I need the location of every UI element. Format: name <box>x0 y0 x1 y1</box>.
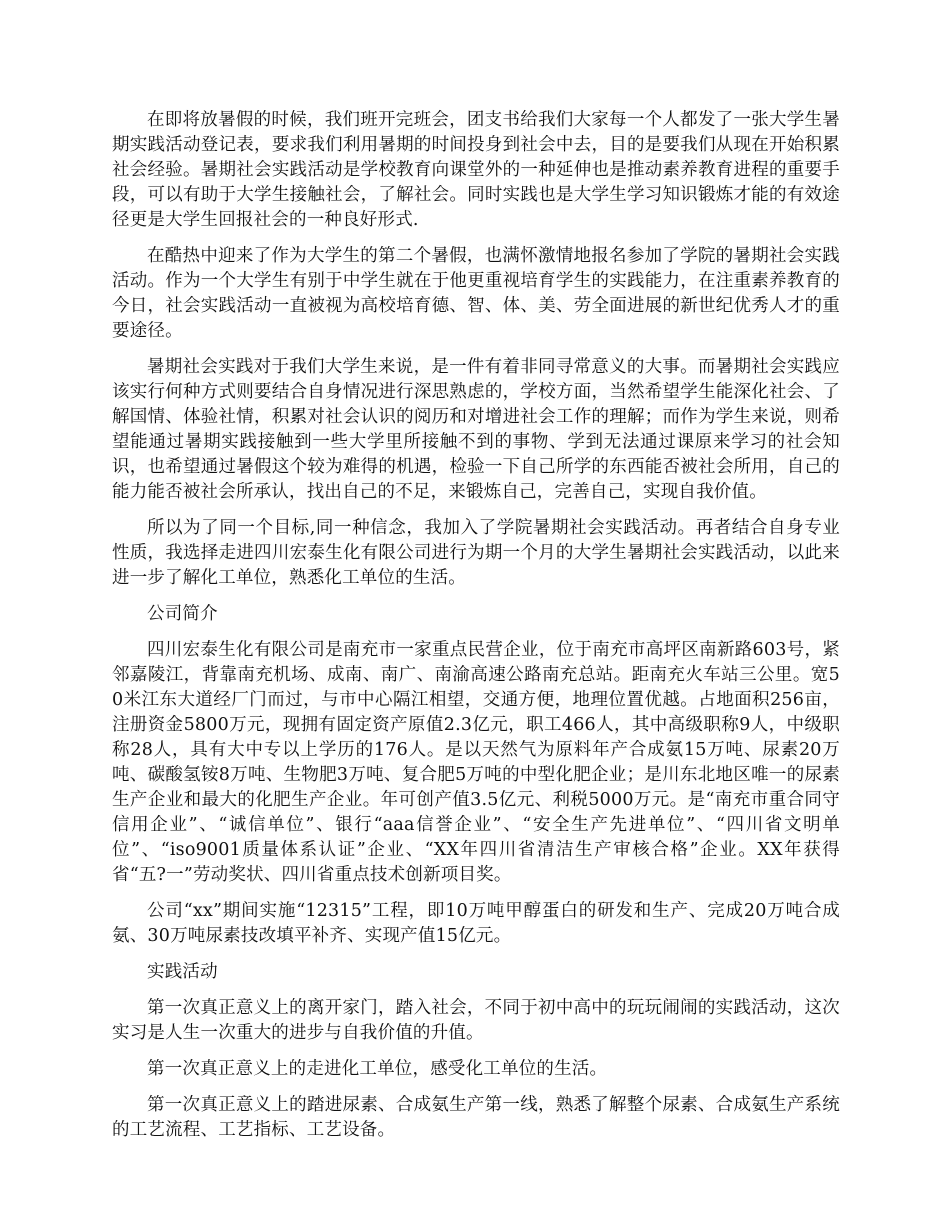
document-body <box>112 108 840 1154</box>
paragraph-practice-meaning: 暑期社会实践对于我们大学生来说，是一件有着非同寻常意义的大事。而暑期社会实践应该实行何种方式则要结合自身情况进行深思熟虑的，学校方面，当然希望学生能深化社会、了解国情、体验社情，积累对社会认识的阅历和对增进社会工作的理解；而作为学生来说，则希望能通过暑期实践接触到一些大学里所接触不到的事物、学到无法通过课原来学习的社会知识，也希望通过暑假这个较为难得的机遇，检验一下自己所学的东西能否被社会所用，自己的能力能否被社会所承认，找出自己的不足，来锻炼自己，完善自己，实现自我价值。 <box>112 357 840 502</box>
paragraph-second-summer: 在酷热中迎来了作为大学生的第二个暑假，也满怀激情地报名参加了学院的暑期社会实践活动。作为一个大学生有别于中学生就在于他更重视培育学生的实践能力，在注重素养教育的今日，社会实践活动一直被视为高校培育德、智、体、美、劳全面进展的新世纪优秀人才的重要途径。 <box>112 246 840 341</box>
paragraph-first-production-line: 第一次真正意义上的踏进尿素、合成氨生产第一线，熟悉了解整个尿素、合成氨生产系统的工艺流程、工艺指标、工艺设备。 <box>112 1095 840 1140</box>
paragraph-company-profile: 四川宏泰生化有限公司是南充市一家重点民营企业，位于南充市高坪区南新路603号，紧邻嘉陵江，背靠南充机场、成南、南广、南渝高速公路南充总站。距南充火车站三公里。宽50米江东大道经厂门而过，与市中心隔江相望，交通方便，地理位置优越。占地面积256亩，注册资金5800万元，现拥有固定资产原值2.3亿元，职工466人，其中高级职称9人，中级职称28人，具有大中专以上学历的176人。是以天然气为原料年产合成氨15万吨、尿素20万吨、碳酸氢铵8万吨、生物肥3万吨、复合肥5万吨的中型化肥企业；是川东北地区唯一的尿素生产企业和最大的化肥生产企业。年可创产值3.5亿元、利税5000万元。是“南充市重合同守信用企业”、“诚信单位”、银行“aaa信誉企业”、“安全生产先进单位”、“四川省文明单位”、“iso9001质量体系认证”企业、“XX年四川省清洁生产审核合格”企业。XX年获得省“五?一”劳动奖状、四川省重点技术创新项目奖。 <box>112 640 840 885</box>
paragraph-first-chemical-unit: 第一次真正意义上的走进化工单位，感受化工单位的生活。 <box>147 1059 608 1079</box>
paragraph-first-leave-home: 第一次真正意义上的离开家门，踏入社会，不同于初中高中的玩玩闹闹的实践活动，这次实习是人生一次重大的进步与自我价值的升值。 <box>112 998 840 1043</box>
section-heading-company: 公司简介 <box>147 604 218 624</box>
paragraph-summer-notice: 在即将放暑假的时候，我们班开完班会，团支书给我们大家每一个人都发了一张大学生暑期实践活动登记表，要求我们利用暑期的时间投身到社会中去，目的是要我们从现在开始积累社会经验。暑期社会实践活动是学校教育向课堂外的一种延伸也是推动素养教育进程的重要手段，可以有助于大学生接触社会，了解社会。同时实践也是大学生学习知识锻炼才能的有效途径更是大学生回报社会的一种良好形式. <box>112 110 840 230</box>
section-heading-practice: 实践活动 <box>147 962 218 982</box>
paragraph-joining: 所以为了同一个目标,同一种信念，我加入了学院暑期社会实践活动。再者结合自身专业性质，我选择走进四川宏泰生化有限公司进行为期一个月的大学生暑期社会实践活动，以此来进一步了解化工单位，熟悉化工单位的生活。 <box>112 518 840 588</box>
paragraph-company-plan: 公司“xx”期间实施“12315”工程，即10万吨甲醇蛋白的研发和生产、完成20万吨合成氨、30万吨尿素技改填平补齐、实现产值15亿元。 <box>112 901 840 946</box>
